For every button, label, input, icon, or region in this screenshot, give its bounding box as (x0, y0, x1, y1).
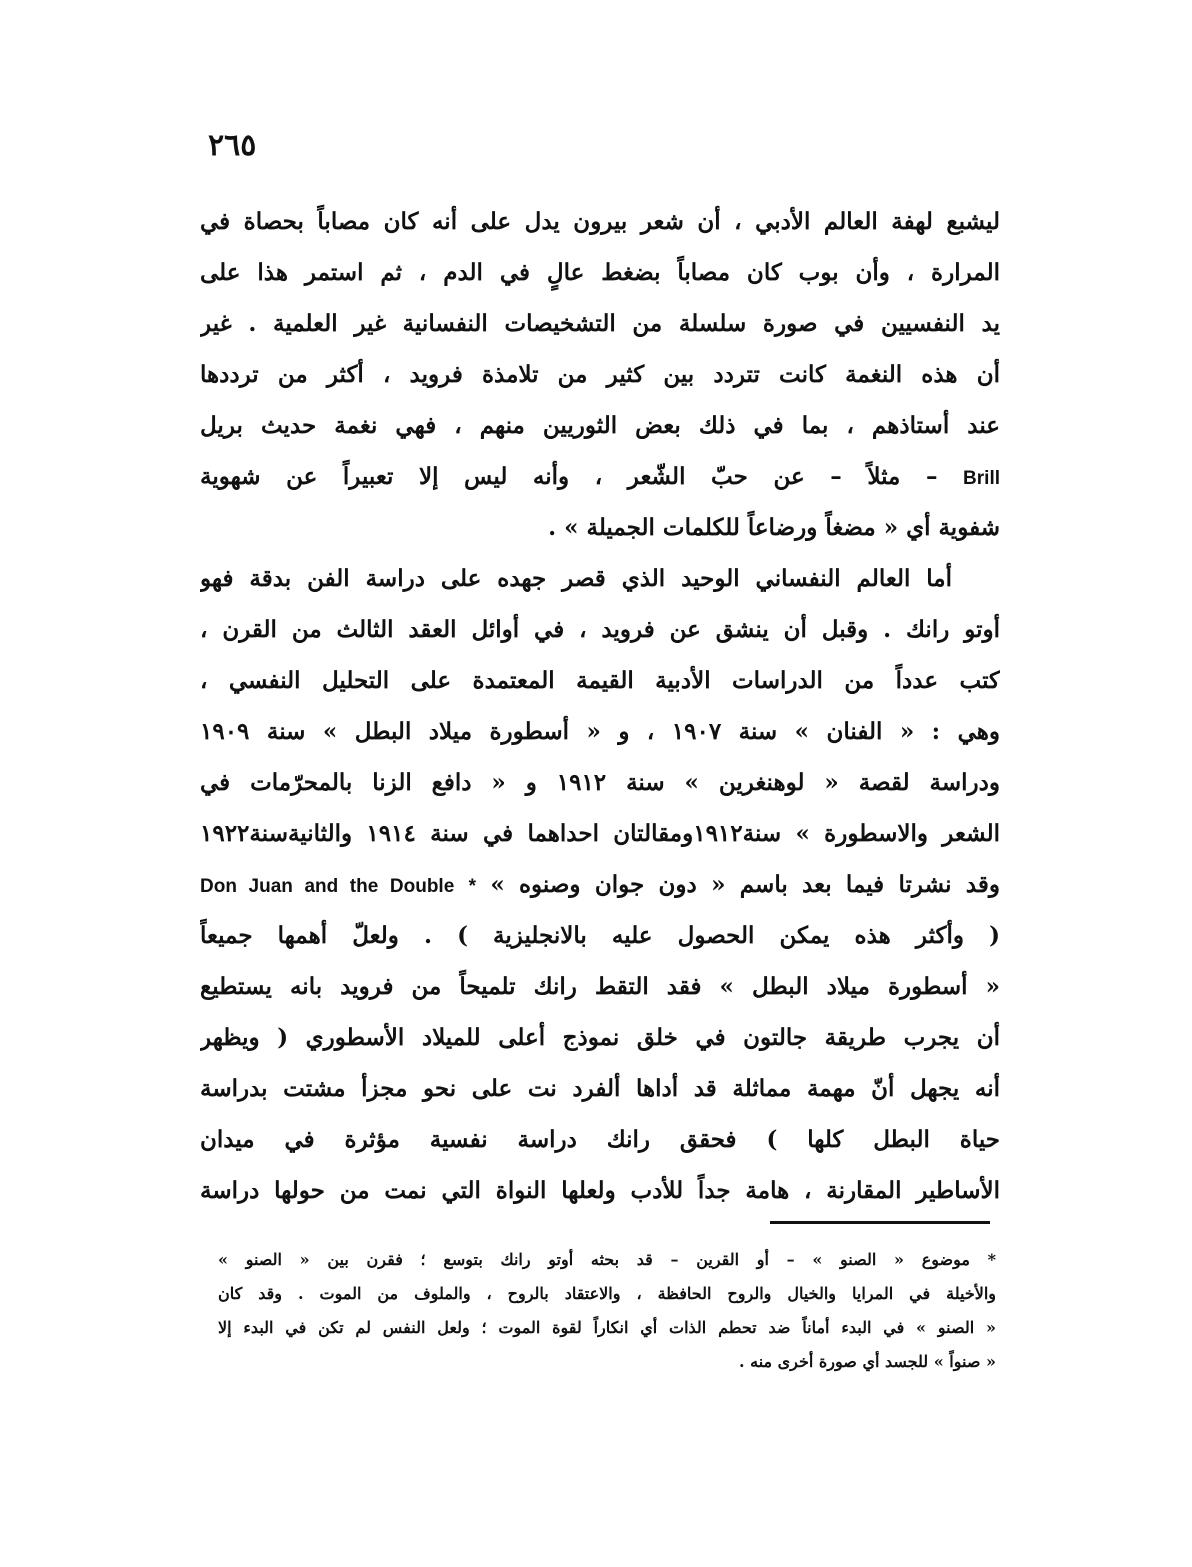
footnote-separator (770, 1221, 990, 1224)
text-line: الأساطير المقارنة ، هامة جداً للأدب ولعلها النواة التي نمت من حولها دراسة (200, 1177, 1000, 1204)
body-text (200, 196, 1000, 1216)
text-line: أنه يجهل أنّ مهمة مماثلة قد أداها ألفرد نت على نحو مجزأ مشتت بدراسة (200, 1075, 1000, 1102)
text-line: أوتو رانك . وقبل أن ينشق عن فرويد ، في أوائل العقد الثالث من القرن ، (200, 616, 1000, 643)
latin-title: Don Juan and the Double (200, 876, 455, 897)
text-line: وهي : « الفنان » سنة ١٩٠٧ ، و « أسطورة ميلاد البطل » سنة ١٩٠٩ (200, 718, 1000, 745)
text-line: وقد نشرتا فيما بعد باسم « دون جوان وصنوه » (490, 871, 1000, 898)
text-line: ( وأكثر هذه يمكن الحصول عليه بالانجليزية ) . ولعلّ أهمها جميعاً (200, 922, 1000, 949)
footnote-line: « الصنو » في البدء أماناً ضد تحطم الذات أي انكاراً لقوة الموت ؛ ولعل النفس لم تكن في البدء إلا (218, 1318, 996, 1337)
text-line-with-latin (200, 451, 1000, 502)
page-number: ٢٦٥ (208, 128, 257, 163)
text-line: – مثلاً – عن حبّ الشّعر ، وأنه ليس إلا تعبيراً عن شهوية (200, 463, 938, 490)
text-line-with-latin (200, 859, 1000, 910)
paragraph-2 (200, 553, 1000, 1216)
text-line: شفوية أي « مضغاً ورضاعاً للكلمات الجميلة » . (548, 514, 1000, 541)
latin-name-brill: Brill (963, 468, 1000, 489)
text-line: أما العالم النفساني الوحيد الذي قصر جهده على دراسة الفن بدقة فهو (200, 565, 952, 592)
text-line: المرارة ، وأن بوب كان مصاباً بضغط عالٍ في الدم ، ثم استمر هذا على (200, 259, 1000, 286)
text-line: ودراسة لقصة « لوهنغرين » سنة ١٩١٢ و « دافع الزنا بالمحرّمات في (200, 769, 1000, 796)
text-line: يد النفسيين في صورة سلسلة من التشخيصات النفسانية غير العلمية . غير (200, 310, 1000, 337)
text-line: أن هذه النغمة كانت تتردد بين كثير من تلامذة فرويد ، أكثر من ترددها (200, 361, 1000, 388)
footnote (218, 1243, 996, 1379)
text-line: حياة البطل كلها ) فحقق رانك دراسة نفسية مؤثرة في ميدان (200, 1126, 1000, 1153)
footnote-line: « صنواً » للجسد أي صورة أخرى منه . (738, 1352, 996, 1371)
paragraph-1 (200, 196, 1000, 553)
text-line: كتب عدداً من الدراسات الأدبية القيمة المعتمدة على التحليل النفسي ، (200, 667, 1000, 694)
footnote-line: * موضوع « الصنو » – أو القرين – قد بحثه أوتو رانك بتوسع ؛ فقرن بين « الصنو » (218, 1250, 996, 1269)
text-line: عند أستاذهم ، بما في ذلك بعض الثوريين منهم ، فهي نغمة حديث بريل (200, 412, 1000, 439)
text-line: ليشبع لهفة العالم الأدبي ، أن شعر بيرون يدل على أنه كان مصاباً بحصاة في (200, 208, 1000, 235)
footnote-line: والأخيلة في المرايا والخيال والروح الحافظة ، والاعتقاد بالروح ، والملوف من الموت . وقد كان (218, 1284, 996, 1303)
text-line: أن يجرب طريقة جالتون في خلق نموذج أعلى للميلاد الأسطوري ( ويظهر (200, 1024, 1000, 1051)
text-line: الشعر والاسطورة » سنة١٩١٢ومقالتان احداهما في سنة ١٩١٤ والثانيةسنة١٩٢٢ (200, 820, 1000, 847)
text-line: « أسطورة ميلاد البطل » فقد التقط رانك تلميحاً من فرويد بانه يستطيع (200, 973, 1000, 1000)
footnote-mark: * (468, 876, 476, 897)
